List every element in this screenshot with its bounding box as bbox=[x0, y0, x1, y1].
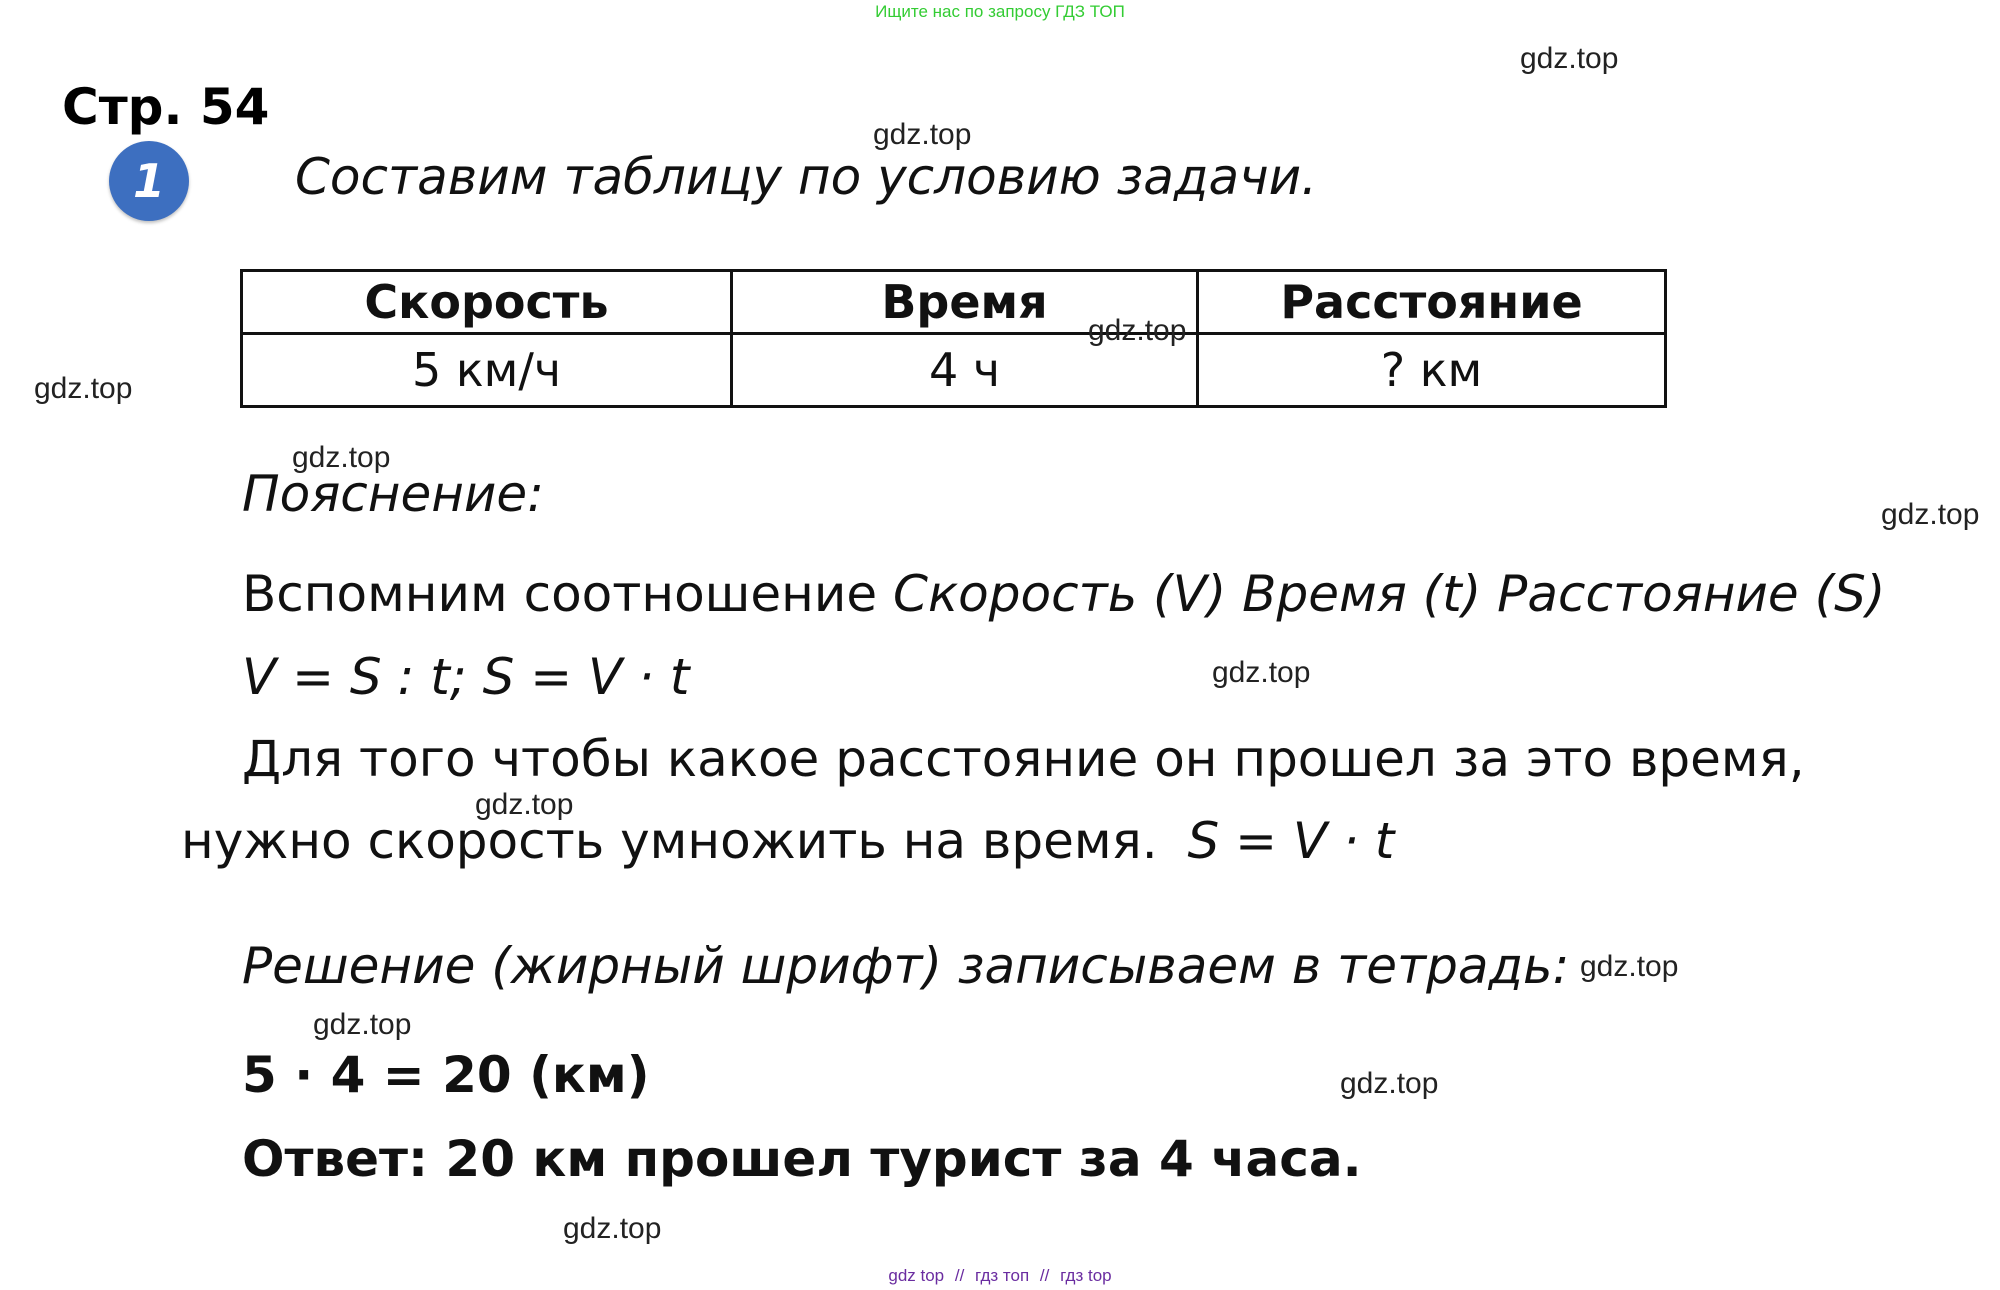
table-cell-speed: 5 км/ч bbox=[242, 334, 732, 407]
watermark: gdz.top bbox=[563, 1212, 662, 1245]
watermark: gdz.top bbox=[1520, 42, 1619, 75]
watermark: gdz.top bbox=[475, 788, 574, 821]
watermark: gdz.top bbox=[1580, 950, 1679, 983]
column-header-distance: Расстояние bbox=[1198, 271, 1666, 334]
task-heading: Составим таблицу по условию задачи. bbox=[295, 148, 1318, 206]
page-title: Стр. 54 bbox=[62, 78, 270, 136]
table-cell-distance: ? км bbox=[1198, 334, 1666, 407]
relation-prefix: Вспомним соотношение bbox=[242, 565, 878, 623]
task-number-badge: 1 bbox=[109, 141, 189, 221]
solution-answer: Ответ: 20 км прошел турист за 4 часа. bbox=[242, 1130, 1362, 1188]
explanation-heading: Пояснение: bbox=[242, 465, 545, 523]
bottom-banner bbox=[0, 1266, 2000, 1286]
watermark: gdz.top bbox=[292, 441, 391, 474]
solution-heading: Решение (жирный шрифт) записываем в тетрадь: bbox=[242, 937, 1570, 995]
top-banner: Ищите нас по запросу ГДЗ ТОП bbox=[875, 2, 1125, 21]
bottom-banner-item: гдз топ bbox=[975, 1266, 1030, 1285]
table-header-row bbox=[242, 271, 1666, 334]
bottom-banner-item: gdz top bbox=[888, 1266, 945, 1285]
watermark: gdz.top bbox=[34, 372, 133, 405]
watermark: gdz.top bbox=[1088, 314, 1187, 347]
paragraph-line-2-text: нужно скорость умножить на время. bbox=[181, 812, 1158, 870]
watermark: gdz.top bbox=[1340, 1067, 1439, 1100]
watermark: gdz.top bbox=[1212, 656, 1311, 689]
table-row bbox=[242, 334, 1666, 407]
bottom-banner-item: гдз top bbox=[1060, 1266, 1112, 1285]
table-cell-time: 4 ч bbox=[732, 334, 1198, 407]
condition-table bbox=[240, 269, 1667, 408]
relation-terms: Скорость (V) Время (t) Расстояние (S) bbox=[893, 565, 1886, 623]
bottom-banner-separator: // bbox=[1039, 1266, 1050, 1285]
column-header-speed: Скорость bbox=[242, 271, 732, 334]
formulas-line: V = S : t; S = V · t bbox=[242, 648, 690, 706]
bottom-banner-separator: // bbox=[954, 1266, 965, 1285]
watermark: gdz.top bbox=[1881, 498, 1980, 531]
paragraph-formula: S = V · t bbox=[1187, 812, 1395, 870]
column-header-time: Время bbox=[732, 271, 1198, 334]
paragraph-line-1: Для того чтобы какое расстояние он прошел за это время, bbox=[242, 730, 1805, 788]
paragraph-line-2 bbox=[181, 812, 1394, 870]
watermark: gdz.top bbox=[313, 1008, 412, 1041]
watermark: gdz.top bbox=[873, 118, 972, 151]
relation-line bbox=[242, 565, 1885, 623]
solution-equation: 5 · 4 = 20 (км) bbox=[242, 1046, 650, 1104]
